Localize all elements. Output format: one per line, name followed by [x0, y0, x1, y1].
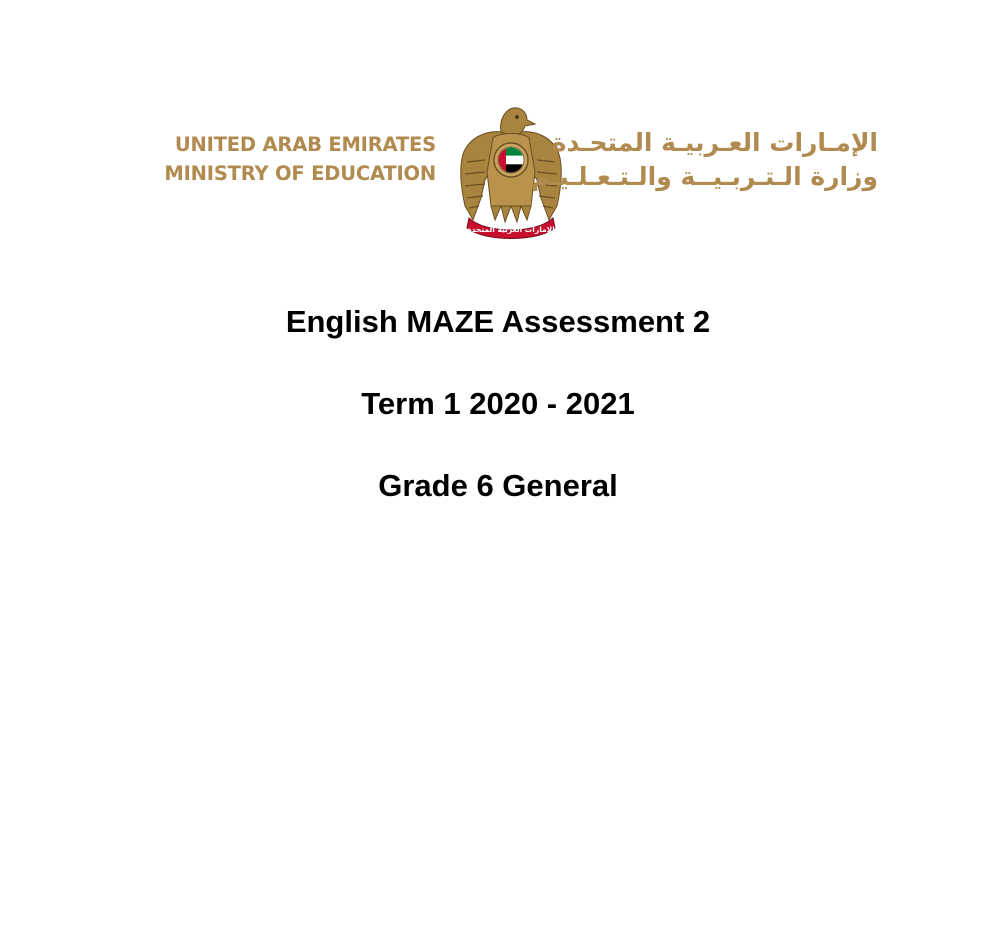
ministry-header	[0, 96, 996, 246]
grade-label: Grade 6 General	[378, 468, 618, 503]
ministry-en-line1: UNITED ARAB EMIRATES	[174, 133, 436, 156]
ministry-ar-line1: الإمـارات العـربيـة المتحـدة	[551, 128, 878, 157]
term-label: Term 1 2020 - 2021	[361, 386, 635, 421]
ministry-en-line2: MINISTRY OF EDUCATION	[164, 162, 436, 185]
ministry-name-english	[140, 130, 436, 188]
ministry-name-arabic	[531, 126, 878, 194]
emblem-banner-text: الإمارات العربية المتحدة	[467, 225, 555, 234]
ministry-ar-line2: وزارة الـتـربـيــة والـتـعـلـيـم	[531, 162, 878, 191]
document-title: English MAZE Assessment 2	[285, 304, 711, 339]
